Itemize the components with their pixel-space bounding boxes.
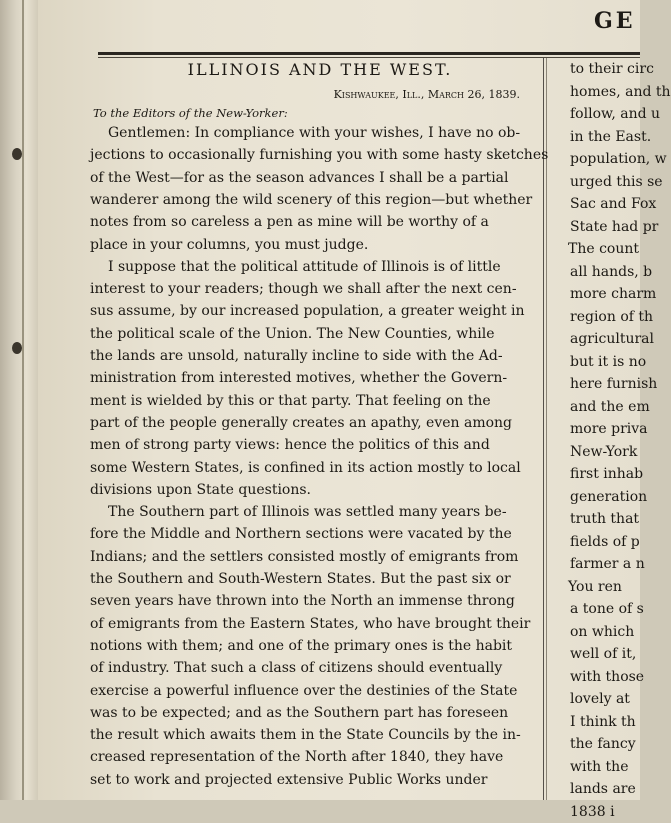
article-line: of the West—for as the season advances I shall be a partial [90,169,509,186]
adjacent-column-line: New-York [570,443,638,460]
adjacent-column-line: first inhab [570,466,644,482]
adjacent-column-line: region of th [570,308,654,325]
adjacent-column-line: lovely at [570,691,630,707]
adjacent-column-line: on which [570,623,635,640]
adjacent-column-line: but it is no [570,353,647,370]
article-line: Gentlemen: In compliance with your wishes, I have no ob- [108,125,521,141]
header-rule-thin [98,57,640,58]
adjacent-column-line: a tone of s [570,601,644,617]
article-line: interest to your readers; though we shall after the next cen- [90,281,517,298]
article-line: fore the Middle and Northern sections were vacated by the [90,526,512,543]
article-line: place in your columns, you must judge. [90,236,369,253]
adjacent-column-line: You ren [568,578,622,595]
adjacent-column-line: urged this se [570,173,663,190]
article-line: I suppose that the political attitude of Illinois is of little [108,258,501,275]
article-line: Indians; and the settlers consisted mostly of emigrants from [90,548,519,565]
adjacent-column-line: all hands, b [570,263,653,280]
article-line: the Southern and South-Western States. But the past six or [90,571,511,587]
article-salutation: To the Editors of the New-Yorker: [93,106,288,120]
article-line: exercise a powerful influence over the destinies of the State [90,682,518,699]
adjacent-column-line: generation [570,488,648,505]
adjacent-column-line: truth that [570,511,640,527]
article-line: the lands are unsold, naturally incline to side with the Ad- [90,348,503,364]
article-line: of industry. That such a class of citizens should eventually [90,660,503,677]
running-title: GE [594,8,636,34]
article-line: The Southern part of Illinois was settled many years be- [108,504,507,521]
adjacent-column-line: I think th [570,713,636,730]
header-rule [98,52,640,55]
article-line: seven years have thrown into the North an immense throng [90,593,515,610]
adjacent-column-line: here furnish [570,376,658,392]
adjacent-column-line: The count [568,241,640,257]
article-line: the political scale of the Union. The New Counties, while [90,325,495,342]
article-line: some Western States, is confined in its action mostly to local [90,459,521,476]
adjacent-column-line: to their circ [570,61,654,77]
adjacent-column-line: follow, and u [570,106,661,122]
adjacent-column-line: 1838 i [570,803,615,820]
article-line: creased representation of the North after 1840, they have [90,749,504,766]
adjacent-column-line: the fancy [570,736,636,752]
adjacent-column-line: State had pr [570,218,659,235]
adjacent-column-line: more priva [570,421,648,437]
adjacent-column-line: Sac and Fox [570,196,657,212]
article-title: ILLINOIS AND THE WEST. [187,60,453,79]
article-line: set to work and projected extensive Public Works under [90,771,488,788]
binding-spine [0,0,38,800]
adjacent-column-line: more charm [570,286,657,302]
article-line: ministration from interested motives, whether the Govern- [90,370,508,387]
adjacent-column-line: in the East. [570,128,652,145]
article-line: sus assume, by our increased population, a greater weight in [90,303,525,320]
adjacent-column-line: and the em [570,398,650,415]
article-line: of emigrants from the Eastern States, who have brought their [90,615,531,632]
article-line: the result which awaits them in the State Councils by the in- [90,727,521,744]
article-line: notes from so careless a pen as mine will be worthy of a [90,214,489,231]
adjacent-column-line: farmer a n [570,556,645,572]
adjacent-column-line: agricultural [570,331,654,347]
article-line: was to be expected; and as the Southern part has foreseen [90,704,509,721]
spine-fold [22,0,24,800]
article-line: divisions upon State questions. [90,481,311,498]
adjacent-column-line: with those [570,668,645,685]
adjacent-column-line: with the [570,758,629,775]
article-line: part of the people generally creates an apathy, even among [90,414,513,431]
article-line: notions with them; and one of the primary ones is the habit [90,637,513,654]
adjacent-column-line: well of it, [570,646,637,662]
adjacent-column-line: fields of p [570,533,640,550]
article-line: men of strong party views: hence the politics of this and [90,437,490,454]
binding-hole [12,148,22,160]
article-line: jections to occasionally furnishing you with some hasty sketches [90,147,549,164]
adjacent-column-line: population, w [570,151,667,167]
article-dateline: Kishwaukee, Ill., March 26, 1839. [333,88,520,101]
binding-hole [12,342,22,354]
article-line: wanderer among the wild scenery of this region—but whether [90,191,533,208]
article-line: ment is wielded by this or that party. That feeling on the [90,392,491,409]
adjacent-column-line: lands are [570,781,636,797]
adjacent-column-line: homes, and th [570,83,671,100]
